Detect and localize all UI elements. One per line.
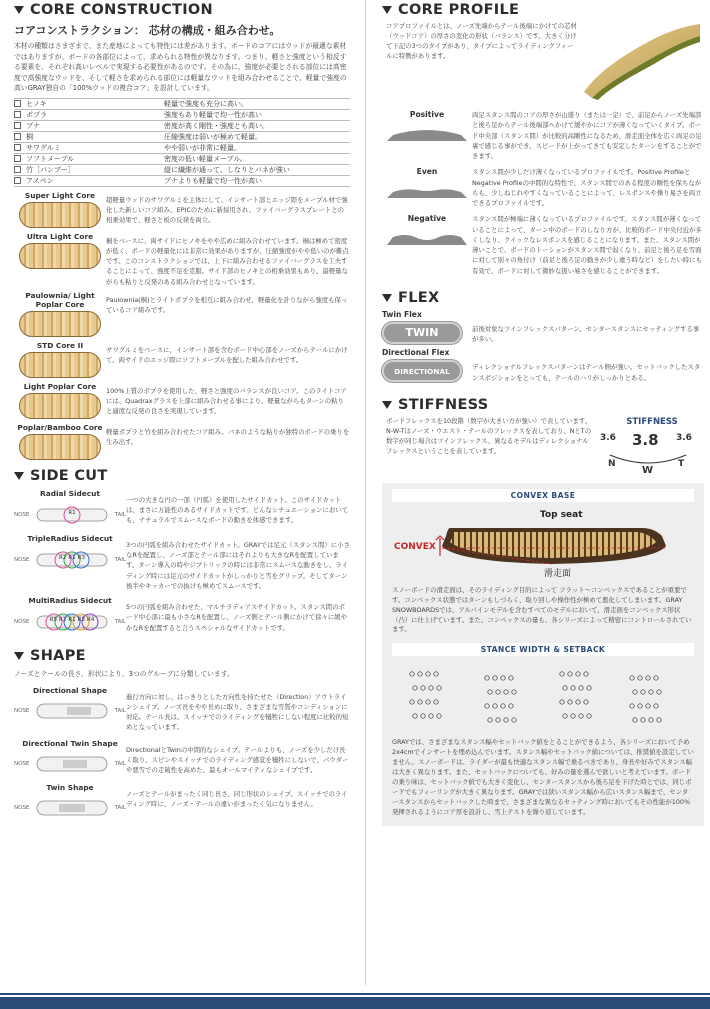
radius-label: R3 — [77, 617, 85, 624]
footer-rule — [0, 997, 710, 1009]
nose-label: NOSE — [14, 707, 30, 714]
core-type-name: Poplar/Bamboo Core — [17, 422, 103, 432]
nose-label: NOSE — [14, 556, 30, 563]
core-board-illustration — [19, 311, 101, 337]
insert-hole-icon — [429, 686, 433, 690]
insert-hole-icon — [434, 700, 438, 704]
core-type-item — [14, 291, 350, 337]
stiffness-n-value: 3.6 — [600, 432, 616, 443]
insert-hole-icon — [504, 718, 508, 722]
nose-label: NOSE — [14, 760, 30, 767]
insert-hole-icon — [646, 704, 650, 708]
insert-hole-icon — [493, 704, 497, 708]
insert-hole-icon — [429, 714, 433, 718]
profile-intro: コアプロファイルとは、ノーズ先端からテール後端にかけての芯材（ウッドコア）の厚さの変化の形状（バランス）です。大きく分けて下記の3つのタイプがあり、タイプによってライディングフィールに特徴があります。 — [386, 22, 577, 60]
stiffness-graphic — [594, 417, 704, 477]
flex-list — [382, 310, 704, 383]
profile-shape-icon — [383, 176, 471, 202]
wood-name: サワグルミ — [26, 143, 61, 152]
shape-desc: DirectionalとTwinの中間的なシェイプ。テールよりも、ノーズを少しだけ長く取り、スピンやスイッチでのライディング感覚を犠牲にしないで、パウダーや悪雪での走破性を高めた、最もオールマイティなシェイプです。 — [126, 745, 349, 775]
wood-desc: 圧縮強度は弱いが極めて軽量。 — [164, 132, 262, 141]
wood-desc: 軽量で強度も充分に高い。 — [164, 99, 248, 108]
stiffness-t-label: T — [678, 458, 685, 469]
core-type-name: Light Poplar Core — [23, 381, 97, 391]
radius-label: R2 — [59, 554, 67, 561]
radius-label: R1 — [68, 509, 76, 516]
sidecut-board-icon — [36, 546, 108, 574]
shape-item — [14, 686, 350, 733]
flex-name: Directional Flex — [382, 348, 450, 358]
insert-hole-icon — [509, 704, 513, 708]
insert-hole-icon — [413, 686, 417, 690]
nose-label: NOSE — [14, 511, 30, 518]
checkbox-icon — [14, 177, 21, 184]
checkbox-icon — [14, 144, 21, 151]
checkbox-icon — [14, 133, 21, 140]
core-construction-title: CORE CONSTRUCTION — [14, 2, 350, 18]
triangle-icon — [382, 401, 392, 409]
insert-hole-icon — [485, 676, 489, 680]
insert-hole-icon — [654, 704, 658, 708]
convex-desc: スノーボードの滑走面は、そのライディング目的によって フラット〜コンベックスであることが重要です。コンベックス状態ではターンもしづらく、取り回しや操作性が極めて悪化してしまいます。GRAY SNOWBOARDSでは、アルパインモデルを含むすべてのモデルにおいて、滑走面をコンベックス形状（凸）に仕上げています。また、コンベックスの量も、各シリーズによって精密にコントロールされています。 — [392, 585, 692, 634]
checkbox-icon — [14, 166, 21, 173]
insert-hole-icon — [638, 676, 642, 680]
insert-hole-icon — [584, 672, 588, 676]
core-type-item — [14, 232, 350, 287]
tail-label: TAIL — [114, 619, 126, 626]
tail-label: TAIL — [114, 804, 126, 811]
core-board-illustration — [19, 202, 101, 228]
core-type-item — [14, 382, 350, 419]
insert-hole-icon — [633, 718, 637, 722]
core-type-desc: 桐をベースに、両サイドにヒノキをやや広めに組み合わせています。桐は極めて密度が低く、ボードの軽量化には非常に効果がありますが、圧縮強度がやや低いのが難点です。このコンストラクションでは、上下に組み合わせるファイバーグラスを工夫することによって、強度不足を克服。サイド部のヒノキとの相乗効果もあり、最軽量ながらも粘りと反発のある組み合わせとなっています。 — [106, 236, 349, 286]
insert-hole-icon — [630, 704, 634, 708]
wood-row — [14, 99, 350, 110]
wood-row — [14, 132, 350, 143]
core-type-desc: 超軽量ウッドのサワグルミを主体にして、インサート部とエッジ際をメープル材で強化した新しいコア組み。EPICのために新採用され、ファイバーグラスプレートとの相乗効果で、軽さと板の反発を両立。 — [106, 195, 348, 225]
convex-base-title: CONVEX BASE — [392, 489, 694, 502]
core-board-illustration — [19, 393, 101, 419]
insert-hole-icon — [649, 690, 653, 694]
core-type-desc: 軽量ポプラと竹を組み合わせたコア組み。バネのような粘りが独特のボードの乗りを生み出す。 — [106, 427, 350, 447]
profile-name: Even — [416, 167, 438, 177]
base-label: 滑走面 — [544, 568, 572, 579]
core-type-item — [14, 341, 350, 378]
wood-name: 桐 — [26, 132, 33, 141]
shape-item — [14, 783, 350, 821]
tail-label: TAIL — [114, 707, 126, 714]
wood-table — [14, 98, 350, 187]
wood-name: 竹［バンブー］ — [26, 165, 75, 174]
right-column — [382, 0, 704, 826]
core-type-item — [14, 423, 350, 460]
core-intro: 木材の種類はさまざまで、また産地によっても特性には差があります。ボードのコアにはウッドが最適な素材ではありますが、ボードの各部位によって、求められる特性が異なります。つまり、軽さと強度という相反する要素を、それぞれ高いレベルで実現する必要性があるのです。その為に、強度が必要とされる部位には高密度で高強度なウッドを、そして軽さを求められる部位には軽量なウッドを組み合わせることで、軽量で強度の高いGRAY独自の「100%ウッドの複合コア」を設計しています。 — [14, 42, 347, 93]
wood-desc: やや弱いが非常に軽量。 — [164, 143, 241, 152]
insert-hole-icon — [426, 672, 430, 676]
wood-name: ブナ — [26, 121, 40, 130]
core-type-name: STD Core II — [36, 340, 84, 350]
checkbox-icon — [14, 111, 21, 118]
insert-hole-icon — [413, 714, 417, 718]
shape-title: SHAPE — [14, 648, 350, 664]
radius-label: R4 — [87, 617, 95, 624]
wood-desc: 密度の低い軽量メープル。 — [164, 154, 247, 163]
profile-item — [382, 214, 704, 276]
insert-hole-icon — [571, 714, 575, 718]
insert-hole-icon — [426, 700, 430, 704]
insert-hole-icon — [587, 686, 591, 690]
flex-title: FLEX — [382, 290, 704, 306]
radius-label: R2 — [59, 617, 67, 624]
top-seat-label: Top seat — [540, 509, 583, 520]
insert-hole-icon — [488, 718, 492, 722]
insert-hole-icon — [571, 686, 575, 690]
stiffness-w-value: 3.8 — [632, 430, 659, 449]
triangle-icon — [14, 652, 24, 660]
core-board-illustration — [19, 243, 101, 269]
insert-hole-icon — [418, 700, 422, 704]
insert-hole-icon — [568, 700, 572, 704]
insert-hole-icon — [434, 672, 438, 676]
tail-label: TAIL — [114, 556, 126, 563]
insert-hole-icon — [410, 700, 414, 704]
core-type-desc: 100%上質のポプラを使用した、軽さと強度のバランスが良いコア。このライトコアには、Quadraxグラスを上部に組み合わせる事により、軽量ながらもターンの粘りと適度な反発の良さを実現しています。 — [106, 386, 347, 416]
sidecut-item — [14, 596, 350, 636]
insert-hole-icon — [584, 700, 588, 704]
wood-desc: 縦に繊維が通って、しなりとバネが強い — [164, 165, 290, 174]
insert-hole-icon — [579, 686, 583, 690]
shape-name: Twin Shape — [46, 782, 94, 792]
wood-desc: ブナよりも軽量で均一性が高い — [164, 176, 262, 185]
stiffness-graphic-label: STIFFNESS — [626, 416, 678, 427]
checkbox-icon — [14, 155, 21, 162]
insert-hole-icon — [485, 704, 489, 708]
triangle-icon — [14, 472, 24, 480]
flex-desc: 前後対象なツインフレックスパターン。センタースタンスにセッティングする事が多い。 — [472, 324, 700, 343]
wood-row — [14, 165, 350, 176]
radius-label: R5 — [49, 617, 58, 624]
core-type-desc: Paulownia(桐)とライトポプラを相互に組み合わせ、軽量化を計りながら強度も保っているコア組みです。 — [106, 295, 348, 315]
shape-name: Directional Twin Shape — [22, 738, 118, 748]
flex-name: Twin Flex — [382, 309, 422, 319]
wood-row — [14, 110, 350, 121]
column-divider — [365, 0, 366, 985]
insert-hole-icon — [509, 676, 513, 680]
sidecut-name: MultiRadius Sidecut — [28, 596, 112, 606]
tail-label: TAIL — [114, 760, 126, 767]
flex-badge: TWIN — [382, 322, 462, 344]
sidecut-item — [14, 489, 350, 529]
wood-desc: 密度が高く剛性・強度とも高い。 — [164, 121, 269, 130]
flex-item — [382, 310, 704, 345]
insert-hole-icon — [641, 690, 645, 694]
core-type-desc: サワグルミをベースに、インサート部を含むボード中心部をノーズからテールにかけて、両サイドのエッジ際にソフトメープルを配した組み合わせです。 — [106, 345, 348, 365]
sidecut-desc: 5つの円弧を組み合わせた、マルチラディアスサイドカット。スタンス間のボード中心部に最も小さなRを配置し、ノーズ側とテール側にかけて徐々に緩やかなRを配置すると言うスペシャルなサイドカットです。 — [126, 603, 348, 632]
core-profile-title: CORE PROFILE — [382, 2, 704, 18]
shape-list — [14, 686, 350, 821]
shape-board-icon — [36, 698, 108, 724]
insert-hole-icon — [504, 690, 508, 694]
triangle-icon — [382, 294, 392, 302]
flex-badge: DIRECTIONAL — [382, 360, 462, 382]
profile-desc: 両足スタンス間のコアの厚さが山盛り（または一定）で、前足からノーズ先端部と後ろ足からテール後端部へかけて緩やかにコアが薄くなっていくタイプ。ボード中央部（スタンス間）が比較的高剛性になるため、滑走面全体を広く両足の足裏で感じる事ができ、スピードが上がってきても安定したターンをすることができます。 — [472, 111, 702, 160]
insert-hole-icon — [579, 714, 583, 718]
core-type-name: Ultra Light Core — [26, 231, 94, 241]
insert-hole-icon — [560, 700, 564, 704]
insert-hole-icon — [437, 686, 441, 690]
wood-name: ヒノキ — [26, 99, 47, 108]
sidecut-list — [14, 489, 350, 636]
side-cut-title: SIDE CUT — [14, 468, 350, 484]
sidecut-desc: 一つの大きな円の一部（円弧）を使用したサイドカット。このサイドカットは、まさに万能性のあるサイドカットです。どんなシチュエーションにおいても、ナチュラルでスムースなボードの動きを体感できます。 — [126, 495, 349, 525]
technology-box — [382, 483, 704, 826]
insert-hole-icon — [633, 690, 637, 694]
insert-hole-icon — [654, 676, 658, 680]
sidecut-board-icon — [36, 501, 108, 529]
insert-hole-icon — [657, 718, 661, 722]
wood-name: アスペン — [26, 176, 54, 185]
core-type-item — [14, 191, 350, 228]
insert-hole-icon — [421, 686, 425, 690]
insert-hole-icon — [410, 672, 414, 676]
radius-label: R3 — [77, 554, 85, 561]
sidecut-name: Radial Sidecut — [40, 488, 100, 498]
nose-label: NOSE — [14, 619, 30, 626]
core-board-illustration — [19, 352, 101, 378]
profile-shape-icon — [383, 119, 471, 145]
stance-title: STANCE WIDTH & SETBACK — [392, 643, 694, 656]
stiffness-n-label: N — [608, 458, 616, 469]
insert-hole-icon — [501, 676, 505, 680]
shape-desc: 進行方向に対し、はっきりとした方向性を持たせた（Direction）アウトラインシェイプ。ノーズ長をやや長めに取り、さまざまな雪質やコンディションに対応。テール長は、スイッチでのライディングを犠牲にしない程度に比較的短めとなっています。 — [126, 692, 349, 732]
convex-label: CONVEX — [394, 541, 436, 552]
insert-hole-icon — [587, 714, 591, 718]
insert-hole-icon — [418, 672, 422, 676]
insert-hole-icon — [437, 714, 441, 718]
insert-hole-icon — [563, 686, 567, 690]
profile-list — [382, 110, 704, 276]
checkbox-icon — [14, 122, 21, 129]
profile-desc: スタンス間が少しだけ薄くなっているプロファイルです。Positive ProfileとNegative Profileの中間的な特性で、スタンス間でのある程度の剛性を保ちながらも、少しねじれやすくなっていることによって、レスポンスや操り易さを両立できるプロファイルです。 — [472, 168, 702, 207]
stance-desc: GRAYでは、さまざまなスタンス幅やセットバック値をとることができるよう、各シリーズにおいて予め2x4cmでインサートを埋め込んでいます。スタンス幅やセットバック値については、推奨値を設定していません。スノーボードは、ライダーが最も快適なスタンス幅で乗るべきであり、身長や好みでスタンス幅は大きく異なります。また、セットバックについても、好みの量を選んで欲しいと考えています。ボードの乗り味は、セットバック値でも大きく変化し、センタースタンスから後ろ足を下げた時とでは、同じボードでもフィーリングが大きく異なります。GRAYでは狭いスタンス幅から広いスタンス幅まで、センタースタンスからセットバックした時まで、さまざまな異なるセッティング時においてもその性能が100%発揮されるようにコア厚を設計し、雪上テストを繰り返しています。 — [392, 738, 694, 816]
stiffness-desc: ボードフレックスを10段階（数字が大きい方が強い）で表しています。N-W-Tはノーズ・ウエスト・テールのフレックスを表しており、NとTの数字が同じ場合はツインフレックス、異なるモデルはディレクショナルフレックスということを表しています。 — [386, 416, 592, 455]
flex-desc: ディレクショナルフレックスパターンはテール側が強い。セットバックしたスタンスポジションをとっても、テールのハリがしっかりとある。 — [472, 363, 701, 382]
insert-hole-icon — [501, 704, 505, 708]
profile-name: Positive — [409, 110, 445, 119]
left-column — [14, 0, 350, 821]
profile-name: Negative — [407, 214, 447, 224]
tail-label: TAIL — [114, 511, 126, 518]
core-type-name: Super Light Core — [24, 190, 96, 200]
checkbox-icon — [14, 100, 21, 107]
insert-hole-icon — [421, 714, 425, 718]
triangle-icon — [14, 6, 24, 14]
shape-board-icon — [36, 795, 108, 821]
insert-hole-icon — [646, 676, 650, 680]
wood-row — [14, 121, 350, 132]
shape-item — [14, 739, 350, 777]
shape-name: Directional Shape — [32, 685, 108, 695]
insert-hole-icon — [649, 718, 653, 722]
shape-board-icon — [36, 751, 108, 777]
profile-desc: スタンス間が極端に薄くなっているプロファイルです。スタンス間が薄くなっていることによって、ターン中のボードのしなり方が、比較的ボード中央付近が多くしなり、クイックなレスポンスを感じることになります。また、スタンス間が薄いことで、ボードのトーションがスタンス間で弱くなり、前足と後ろ足を雪面に対して別々の角付け（前足と後ろ足の動きが少し違う時など）をしたい時にも有効で、ボードに対して微妙な扱い易さを感じることができます。 — [472, 215, 703, 275]
convex-diagram — [392, 506, 694, 584]
wood-desc: 強度もあり軽量で均一性が高い — [164, 110, 262, 119]
insert-hole-icon — [641, 718, 645, 722]
insert-hole-icon — [576, 700, 580, 704]
stiffness-t-value: 3.6 — [676, 432, 692, 443]
radius-label: R1 — [68, 554, 76, 561]
triangle-icon — [382, 6, 392, 14]
insert-hole-icon — [560, 672, 564, 676]
wood-name: ポプラ — [26, 110, 47, 119]
insert-hole-icon — [488, 690, 492, 694]
core-types-list — [14, 191, 350, 460]
insert-hole-icon — [563, 714, 567, 718]
insert-hole-icon — [630, 676, 634, 680]
insert-hole-icon — [512, 690, 516, 694]
sidecut-board-icon — [36, 608, 108, 636]
insert-hole-icon — [493, 676, 497, 680]
insert-hole-icon — [638, 704, 642, 708]
core-type-name: Paulownia/ Light Poplar Core — [25, 290, 95, 309]
stiffness-title: STIFFNESS — [382, 397, 704, 413]
nose-label: NOSE — [14, 804, 30, 811]
core-board-illustration — [19, 434, 101, 460]
insert-hole-icon — [512, 718, 516, 722]
profile-item — [382, 167, 704, 208]
sidecut-desc: 3つの円弧を組み合わせたサイドカット。GRAYでは足元（スタンス間）に小さなRを配置し、ノーズ部とテール部にはそれよりも大きなRを配置しています。ターン導入の時やジブトリックの時には非常にスムースな動きをし、ライディング時には足元のサイドカットがしっかりと雪をグリップ。そしてターン後半やキッカーでの抜けも極めてスムースです。 — [126, 540, 351, 590]
wood-row — [14, 154, 350, 165]
insert-hole-icon — [568, 672, 572, 676]
insert-hole-icon — [496, 718, 500, 722]
shape-desc: ノーズとテールがまったく同じ長さ、同じ形状のシェイプ。スイッチでのライディング時に、ノーズ・テールの違いがまったく気になりません。 — [126, 789, 348, 808]
wood-name: ソフトメープル — [26, 154, 75, 163]
insert-hole-icon — [576, 672, 580, 676]
wood-row — [14, 143, 350, 154]
core-profile-illustration — [578, 22, 704, 104]
radius-label: R1 — [68, 617, 76, 624]
stance-diagram — [392, 660, 694, 738]
profile-shape-icon — [383, 223, 471, 249]
insert-hole-icon — [657, 690, 661, 694]
profile-item — [382, 110, 704, 161]
core-subtitle: コアコンストラクション： 芯材の構成・組み合わせ。 — [14, 24, 281, 37]
stiffness-w-label: W — [642, 464, 654, 476]
flex-item — [382, 348, 704, 383]
sidecut-name: TripleRadius Sidecut — [27, 533, 113, 543]
insert-hole-icon — [496, 690, 500, 694]
sidecut-item — [14, 534, 350, 591]
wood-row — [14, 176, 350, 187]
shape-intro: ノーズとテールの長さ、形状により、3つのグループに分類しています。 — [14, 670, 234, 679]
